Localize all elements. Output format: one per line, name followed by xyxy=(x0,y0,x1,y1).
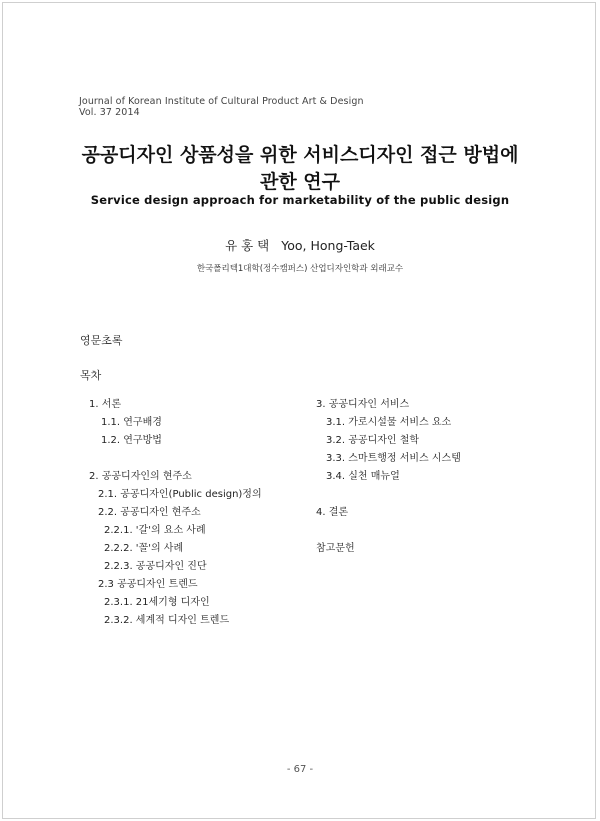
toc-entry: 3.3. 스마트행정 서비스 시스템 xyxy=(326,453,461,464)
page-number: - 67 - xyxy=(286,764,314,775)
journal-volume: Vol. 37 2014 xyxy=(79,107,140,118)
toc-entry: 2. 공공디자인의 현주소 xyxy=(89,471,192,482)
journal-header xyxy=(79,96,364,118)
author-name-english: Yoo, Hong-Taek xyxy=(281,238,375,253)
toc-entry: 3. 공공디자인 서비스 xyxy=(316,399,410,410)
toc-entry: 1.1. 연구배경 xyxy=(101,417,162,428)
title-korean-line1: 공공디자인 상품성을 위한 서비스디자인 접근 방법에 xyxy=(81,144,519,166)
author xyxy=(0,236,600,254)
toc-entry: 참고문헌 xyxy=(316,543,355,554)
title-english: Service design approach for marketability of the public design xyxy=(90,193,510,207)
toc-entry: 2.2. 공공디자인 현주소 xyxy=(98,507,201,518)
toc-entry: 2.3 공공디자인 트렌드 xyxy=(98,579,198,590)
toc-entry: 1. 서론 xyxy=(89,399,122,410)
toc-entry: 2.3.2. 세계적 디자인 트렌드 xyxy=(104,615,230,626)
toc-entry: 2.1. 공공디자인(Public design)정의 xyxy=(98,489,262,500)
toc-entry: 2.2.2. '꼴'의 사례 xyxy=(104,543,184,554)
toc-entry: 3.2. 공공디자인 철학 xyxy=(326,435,420,446)
toc-entry: 2.2.1. '갈'의 요소 사례 xyxy=(104,525,206,536)
toc-entry: 2.2.3. 공공디자인 진단 xyxy=(104,561,207,572)
journal-name: Journal of Korean Institute of Cultural Product Art & Design xyxy=(79,96,364,107)
toc-heading: 목차 xyxy=(80,369,102,382)
title-korean xyxy=(0,142,600,196)
toc-entry: 2.3.1. 21세기형 디자인 xyxy=(104,597,210,608)
toc-entry: 4. 결론 xyxy=(316,507,349,518)
toc-entry: 3.1. 가로시설물 서비스 요소 xyxy=(326,417,452,428)
title-korean-line2: 관한 연구 xyxy=(259,171,341,193)
abstract-heading: 영문초록 xyxy=(80,334,123,347)
author-name-korean: 유 홍 택 xyxy=(225,238,270,253)
author-affiliation: 한국폴리텍1대학(정수캠퍼스) 산업디자인학과 외래교수 xyxy=(196,264,404,274)
toc-entry: 1.2. 연구방법 xyxy=(101,435,162,446)
toc-entry: 3.4. 실천 매뉴얼 xyxy=(326,471,400,482)
